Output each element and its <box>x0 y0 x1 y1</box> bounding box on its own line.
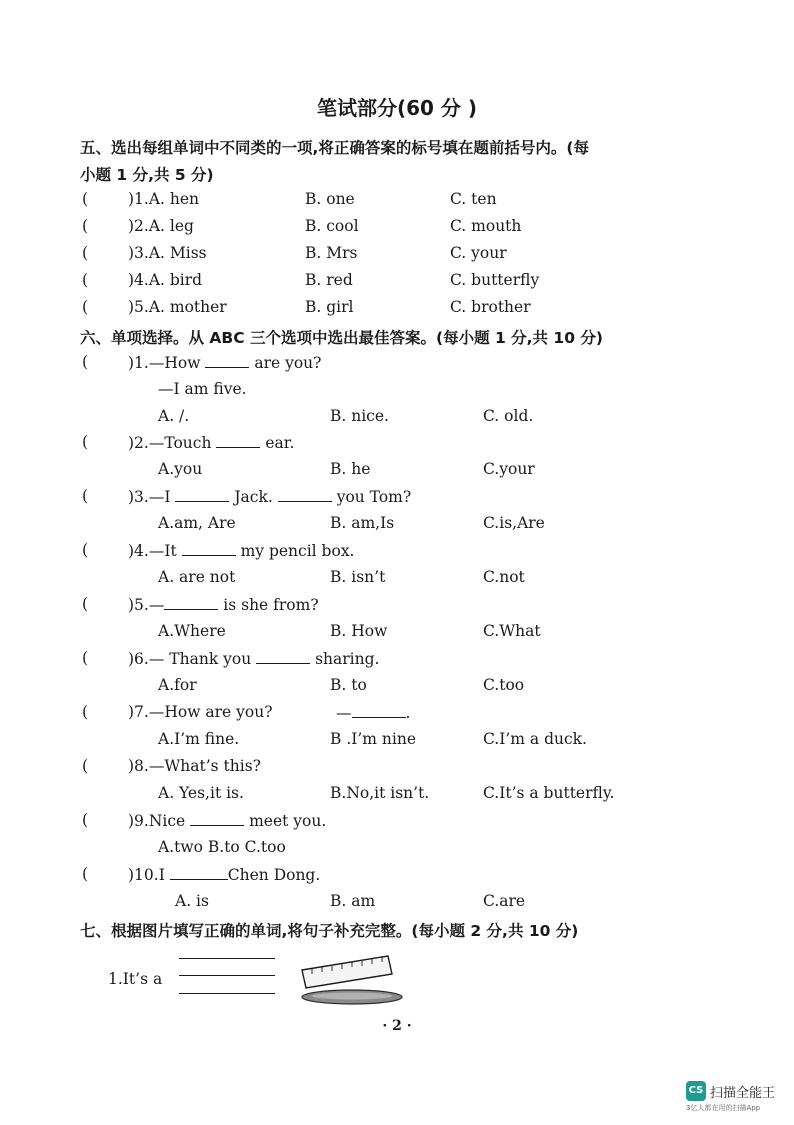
section-7-heading: 七、根据图片填写正确的单词,将句子补充完整。(每小题 2 分,共 10 分) <box>80 922 579 940</box>
fill-blank[interactable] <box>175 487 229 502</box>
s6-question-5-options: A.Where B. How C.What <box>158 622 541 640</box>
answer-paren[interactable]: ( <box>82 541 89 559</box>
page-number: · 2 · <box>382 1018 412 1034</box>
fill-blank[interactable] <box>182 541 236 556</box>
s6-question-4-options: A. are not B. isn’t C.not <box>158 568 525 586</box>
writing-line-3[interactable] <box>179 993 275 994</box>
s6-question-2-options: A.you B. he C.your <box>158 460 535 478</box>
page-title: 笔试部分(60 分 ) <box>316 96 478 120</box>
answer-paren[interactable]: ( <box>82 595 89 613</box>
fill-blank[interactable] <box>190 811 244 826</box>
s6-question-8-options: A. Yes,it is. B.No,it isn’t. C.It’s a butterfly. <box>158 784 615 802</box>
ruler-picture <box>302 956 392 988</box>
s6-question-10-options: A. is B. am C.are <box>175 892 526 910</box>
scanner-watermark <box>686 1081 794 1121</box>
s6-question-4: ( )4.—It my pencil box. <box>82 541 355 560</box>
s5-question-5: ( )5.A. mother B. girl C. brother <box>82 298 531 316</box>
answer-paren[interactable]: ( <box>82 433 89 451</box>
fill-blank[interactable] <box>170 865 228 880</box>
s6-question-6-options: A.for B. to C.too <box>158 676 525 694</box>
s6-question-1-options: A. /. B. nice. C. old. <box>158 407 534 425</box>
s7-question-1: 1.It’s a <box>108 970 163 988</box>
section-6-heading: 六、单项选择。从 ABC 三个选项中选出最佳答案。(每小题 1 分,共 10 分) <box>80 329 603 347</box>
watermark-subtitle: 3亿人都在用的扫描App <box>686 1104 761 1112</box>
s6-question-7-options: A.I’m fine. B .I’m nine C.I’m a duck. <box>158 730 587 748</box>
fill-blank[interactable] <box>352 703 406 718</box>
answer-paren[interactable]: ( <box>82 298 89 316</box>
ruler-and-pencil-case-picture <box>296 952 406 1008</box>
s5-question-2: ( )2.A. leg B. cool C. mouth <box>82 217 522 235</box>
answer-paren[interactable]: ( <box>82 487 89 505</box>
fill-blank[interactable] <box>256 649 310 664</box>
answer-paren[interactable]: ( <box>82 649 89 667</box>
answer-paren[interactable]: ( <box>82 757 89 775</box>
s6-question-1-reply: —I am five. <box>158 380 247 398</box>
answer-paren[interactable]: ( <box>82 703 89 721</box>
fill-blank[interactable] <box>216 433 260 448</box>
s5-question-4: ( )4.A. bird B. red C. butterfly <box>82 271 540 289</box>
answer-paren[interactable]: ( <box>82 271 89 289</box>
s6-question-2: ( )2.—Touch ear. <box>82 433 295 452</box>
s6-question-7: ( )7.—How are you? — . <box>82 703 411 722</box>
s6-question-9-options: A.two B.to C.too <box>158 838 286 856</box>
s6-question-3: ( )3.—I Jack. you Tom? <box>82 487 412 506</box>
answer-paren[interactable]: ( <box>82 190 89 208</box>
answer-paren[interactable]: ( <box>82 811 89 829</box>
camscanner-logo-icon: CS <box>686 1081 706 1101</box>
pencil-case-picture <box>302 990 402 1004</box>
section-5-heading-line1: 五、选出每组单词中不同类的一项,将正确答案的标号填在题前括号内。(每 <box>80 139 589 157</box>
s5-question-3: ( )3.A. Miss B. Mrs C. your <box>82 244 507 262</box>
fill-blank[interactable] <box>164 595 218 610</box>
answer-paren[interactable]: ( <box>82 865 89 883</box>
fill-blank[interactable] <box>278 487 332 502</box>
watermark-name: 扫描全能王 <box>710 1086 776 1101</box>
s6-question-6: ( )6.— Thank you sharing. <box>82 649 380 668</box>
answer-paren[interactable]: ( <box>82 217 89 235</box>
s6-question-8: ( )8.—What’s this? <box>82 757 261 775</box>
writing-line-1[interactable] <box>179 958 275 959</box>
s6-question-9: ( )9.Nice meet you. <box>82 811 327 830</box>
s6-question-3-options: A.am, Are B. am,Is C.is,Are <box>158 514 545 532</box>
answer-paren[interactable]: ( <box>82 244 89 262</box>
s6-question-1: ( )1.—How are you? <box>82 353 322 372</box>
fill-blank[interactable] <box>205 353 249 368</box>
s6-question-10: ( )10.I Chen Dong. <box>82 865 321 884</box>
section-5-heading-line2: 小题 1 分,共 5 分) <box>80 166 214 184</box>
writing-line-2[interactable] <box>179 975 275 976</box>
answer-paren[interactable]: ( <box>82 353 89 371</box>
s6-question-5: ( )5.— is she from? <box>82 595 319 614</box>
s5-question-1: ( )1.A. hen B. one C. ten <box>82 190 497 208</box>
